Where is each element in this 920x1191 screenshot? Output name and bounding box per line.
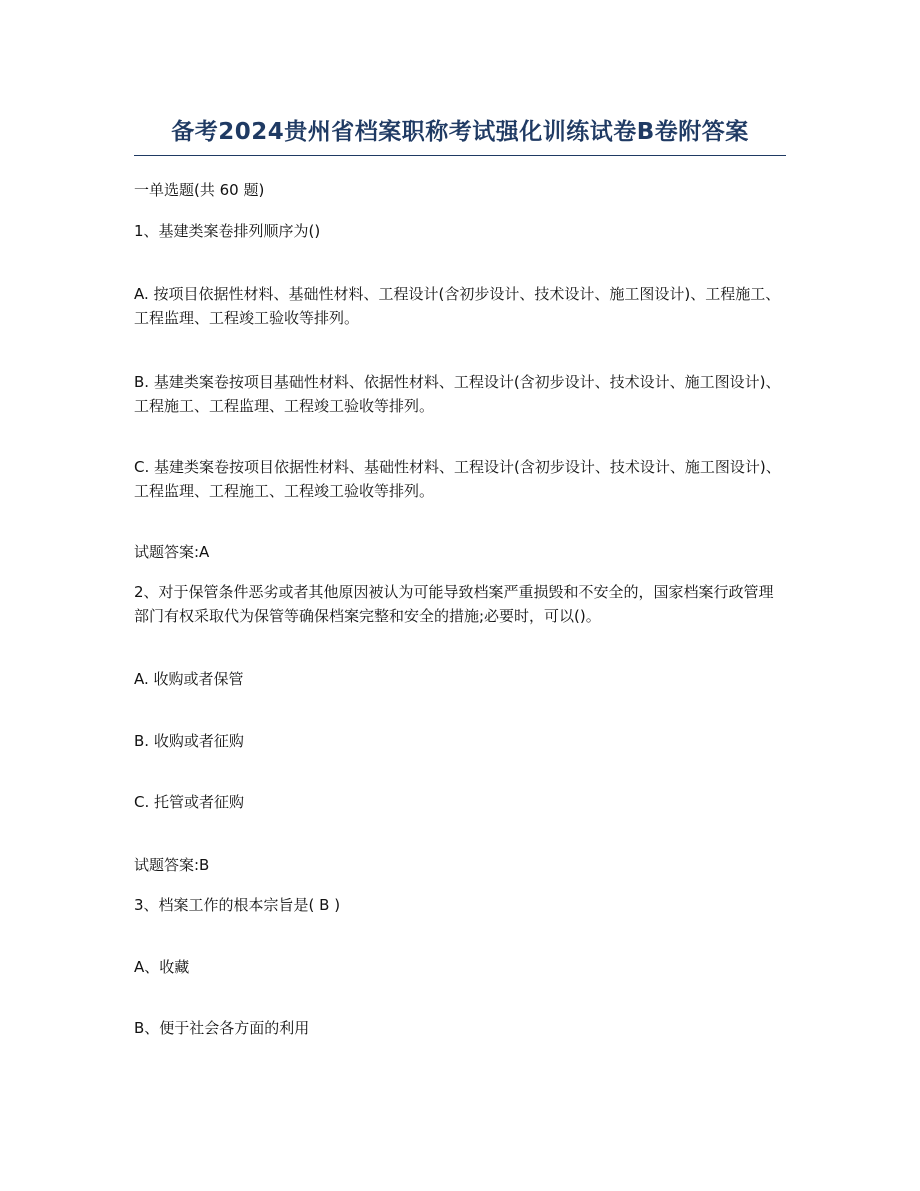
- question-3-stem: 3、档案工作的根本宗旨是( B ): [134, 896, 341, 914]
- question-2-stem: 2、对于保管条件恶劣或者其他原因被认为可能导致档案严重损毁和不安全的，国家档案行政管理部门有权采取代为保管等确保档案完整和安全的措施;必要时，可以()。: [134, 583, 774, 625]
- document-title: 备考2024贵州省档案职称考试强化训练试卷B卷附答案: [171, 119, 749, 145]
- question-1-stem: 1、基建类案卷排列顺序为(): [134, 222, 321, 240]
- question-2-answer: 试题答案:B: [134, 856, 210, 874]
- question-1-answer: 试题答案:A: [134, 543, 210, 561]
- question-2-option-a: A. 收购或者保管: [134, 670, 244, 688]
- question-1-option-a: A. 按项目依据性材料、基础性材料、工程设计(含初步设计、技术设计、施工图设计)、工程施工、工程监理、工程竣工验收等排列。: [134, 285, 781, 327]
- question-2-option-c: C. 托管或者征购: [134, 793, 245, 811]
- question-1-option-c: C. 基建类案卷按项目依据性材料、基础性材料、工程设计(含初步设计、技术设计、施工图设计)、工程监理、工程施工、工程竣工验收等排列。: [134, 458, 781, 500]
- title-divider: [134, 155, 786, 156]
- question-3-option-a: A、收藏: [134, 958, 190, 976]
- section-heading: 一单选题(共 60 题): [134, 181, 265, 199]
- question-1-option-b: B. 基建类案卷按项目基础性材料、依据性材料、工程设计(含初步设计、技术设计、施工图设计)、工程施工、工程监理、工程竣工验收等排列。: [134, 373, 781, 415]
- question-3-option-b: B、便于社会各方面的利用: [134, 1019, 310, 1037]
- question-2-option-b: B. 收购或者征购: [134, 732, 244, 750]
